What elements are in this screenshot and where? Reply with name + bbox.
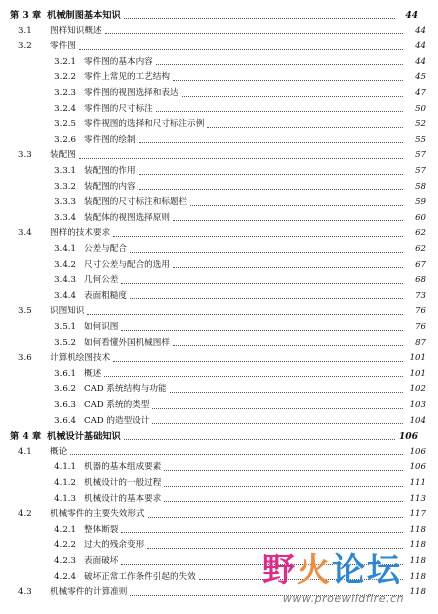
toc-page-number: 45 [415, 72, 426, 83]
toc-page-number: 55 [415, 134, 426, 145]
toc-entry-number: 4.1.1 [54, 462, 76, 473]
toc-entry-number: 3.6.1 [54, 368, 76, 379]
toc-chapter-row[interactable] [0, 429, 430, 444]
toc-entry-number: 3.2 [18, 41, 32, 52]
toc-entry-number: 3.6 [18, 353, 32, 364]
toc-dot-leader [130, 298, 403, 299]
toc-entry-title: 机械零件的主要失效形式 [50, 509, 145, 520]
toc-entry-title: 图样的技术要求 [50, 228, 111, 239]
toc-page-number: 67 [415, 259, 426, 270]
toc-subsection-row[interactable] [0, 195, 438, 210]
toc-page-number: 118 [409, 587, 426, 598]
toc-subsection-row[interactable] [0, 476, 438, 491]
toc-page-number: 118 [409, 524, 426, 535]
toc-subsection-row[interactable] [0, 133, 438, 148]
toc-entry-title: CAD 系统的类型 [84, 400, 150, 410]
toc-entry-number: 3.3 [18, 150, 32, 161]
toc-dot-leader [139, 142, 403, 143]
toc-dot-leader [170, 392, 403, 393]
toc-subsection-row[interactable] [0, 398, 438, 413]
toc-section-row[interactable] [0, 585, 438, 600]
toc-entry-title: 破坏正常工作条件引起的失效 [84, 571, 196, 582]
toc-entry-title: 识图知识 [50, 306, 85, 317]
toc-dot-leader [190, 205, 403, 206]
toc-dot-leader [105, 33, 403, 34]
toc-section-row[interactable] [0, 148, 438, 163]
toc-entry-number: 3.2.4 [54, 103, 76, 114]
toc-entry-number: 4.1.3 [54, 493, 76, 504]
toc-page-number: 104 [409, 415, 426, 426]
toc-dot-leader [173, 220, 403, 221]
toc-dot-leader [164, 470, 403, 471]
toc-entry-number: 3.6.3 [54, 400, 76, 410]
toc-subsection-row[interactable] [0, 523, 438, 538]
toc-dot-leader [79, 158, 403, 159]
toc-entry-number: 4.2.4 [54, 571, 76, 582]
toc-dot-leader [104, 376, 403, 377]
toc-subsection-row[interactable] [0, 70, 438, 85]
toc-entry-title: 装配图的尺寸标注和标题栏 [84, 197, 188, 208]
toc-entry-number: 3.2.6 [54, 134, 76, 145]
toc-page-number: 76 [415, 306, 426, 317]
toc-entry-number: 3.2.2 [54, 72, 76, 83]
toc-subsection-row[interactable] [0, 164, 438, 179]
toc-entry-number: 3.4.3 [54, 275, 76, 286]
toc-dot-leader [199, 579, 403, 580]
toc-subsection-row[interactable] [0, 554, 438, 569]
watermark-char-1: 野 [262, 550, 297, 589]
toc-page-number: 58 [415, 181, 426, 192]
toc-dot-leader [70, 454, 403, 455]
toc-entry-title: 零件视图的选择和尺寸标注示例 [84, 119, 205, 130]
toc-entry-title: 机器的基本组成要素 [84, 462, 162, 473]
toc-section-row[interactable] [0, 445, 438, 460]
toc-entry-title: CAD 系统结构与功能 [84, 384, 167, 395]
toc-subsection-row[interactable] [0, 570, 438, 585]
toc-entry-title: 概论 [50, 446, 68, 457]
toc-entry-title: 图样知识概述 [50, 25, 102, 36]
toc-page-number: 68 [415, 275, 426, 286]
toc-page-number: 103 [409, 400, 426, 410]
watermark-char-3: 论坛 [332, 550, 402, 589]
toc-section-row[interactable] [0, 507, 438, 522]
toc-dot-leader [113, 236, 403, 237]
toc-entry-number: 4.1.2 [54, 478, 76, 488]
toc-page-number: 118 [409, 571, 426, 582]
toc-dot-leader [148, 517, 403, 518]
toc-entry-title: 机械零件的计算准则 [50, 587, 128, 598]
toc-entry-title: 零件图 [50, 41, 76, 52]
toc-section-row[interactable] [0, 226, 438, 241]
toc-entry-number: 3.3.2 [54, 181, 76, 192]
toc-page-number: 44 [415, 41, 426, 52]
toc-entry-number: 3.4.4 [54, 290, 76, 301]
toc-entry-number: 3.1 [18, 25, 32, 36]
toc-entry-number: 4.2.2 [54, 540, 76, 551]
toc-entry-number: 4.2.1 [54, 524, 76, 535]
toc-entry-title: 尺寸公差与配合的选用 [84, 259, 170, 270]
toc-page-number: 118 [409, 540, 426, 551]
toc-dot-leader [130, 252, 403, 253]
toc-entry-number: 3.3.3 [54, 197, 76, 208]
toc-entry-title: 表面破坏 [84, 556, 119, 566]
toc-page-number: 52 [415, 119, 426, 130]
toc-page-number: 101 [409, 368, 426, 379]
toc-dot-leader [156, 64, 403, 65]
toc-subsection-row[interactable] [0, 336, 438, 351]
toc-dot-leader [173, 80, 403, 81]
toc-page-number: 118 [409, 556, 426, 566]
toc-subsection-row[interactable] [0, 382, 438, 397]
toc-page-number: 44 [415, 56, 426, 67]
toc-subsection-row[interactable] [0, 320, 438, 335]
toc-entry-number: 4.3 [18, 587, 32, 598]
toc-page-number: 106 [409, 446, 426, 457]
watermark-char-2: 火 [297, 550, 332, 589]
toc-dot-leader [164, 486, 403, 487]
toc-page-number: 57 [415, 166, 426, 176]
toc-dot-leader [87, 314, 403, 315]
toc-entry-number: 3.2.5 [54, 119, 76, 130]
watermark-url: www.proewildfire.cn [282, 592, 404, 605]
toc-page-number: 47 [415, 88, 426, 98]
toc-dot-leader [121, 330, 403, 331]
toc-entry-number: 3.4.1 [54, 244, 76, 254]
toc-entry-title: 公差与配合 [84, 244, 127, 254]
toc-entry-title: 装配图的作用 [84, 166, 136, 176]
toc-entry-title: 零件图的绘制 [84, 134, 136, 145]
toc-dot-leader [113, 361, 403, 362]
toc-entry-title: 机械设计的基本要求 [84, 493, 162, 504]
toc-entry-title: 概述 [84, 368, 102, 379]
toc-dot-leader [164, 501, 403, 502]
toc-entry-title: 装配体的视图选择原则 [84, 212, 170, 223]
toc-page-number: 60 [415, 212, 426, 223]
toc-subsection-row[interactable] [0, 460, 438, 475]
toc-entry-number: 3.5.1 [54, 322, 76, 332]
toc-section-row[interactable] [0, 304, 438, 319]
toc-dot-leader [173, 345, 403, 346]
toc-dot-leader [124, 439, 395, 440]
toc-entry-number: 第 4 章 [10, 431, 42, 443]
toc-entry-number: 第 3 章 [10, 10, 42, 21]
toc-entry-title: 零件图的基本内容 [84, 56, 153, 67]
toc-dot-leader [207, 127, 403, 128]
toc-page-number: 57 [415, 150, 426, 161]
toc-section-row[interactable] [0, 351, 438, 366]
toc-entry-title: 如何看懂外国机械图样 [84, 337, 170, 348]
toc-entry-number: 4.2 [18, 509, 32, 520]
toc-subsection-row[interactable] [0, 86, 438, 101]
toc-page-number: 113 [409, 493, 426, 504]
toc-dot-leader [173, 267, 403, 268]
toc-entry-title: 整体断裂 [84, 524, 119, 535]
toc-page-number: 101 [409, 353, 426, 364]
toc-subsection-row[interactable] [0, 273, 438, 288]
toc-page-number: 87 [415, 337, 426, 348]
toc-subsection-row[interactable] [0, 180, 438, 195]
toc-subsection-row[interactable] [0, 258, 438, 273]
toc-dot-leader [121, 532, 403, 533]
toc-entry-number: 3.4.2 [54, 259, 76, 270]
toc-subsection-row[interactable] [0, 414, 438, 429]
toc-entry-number: 3.2.1 [54, 56, 76, 67]
toc-section-row[interactable] [0, 24, 438, 39]
toc-subsection-row[interactable] [0, 102, 438, 117]
toc-page-number: 106 [398, 431, 418, 443]
toc-dot-leader [130, 595, 403, 596]
toc-subsection-row[interactable] [0, 117, 438, 132]
toc-dot-leader [152, 423, 403, 424]
toc-entry-number: 3.6.2 [54, 384, 76, 395]
toc-entry-number: 3.5 [18, 306, 32, 317]
toc-entry-number: 3.4 [18, 228, 32, 239]
toc-entry-title: 过大的残余变形 [84, 540, 145, 551]
toc-dot-leader [147, 548, 403, 549]
toc-entry-title: 几何公差 [84, 275, 119, 286]
toc-entry-title: 如何识图 [84, 322, 119, 332]
toc-dot-leader [152, 408, 403, 409]
toc-dot-leader [139, 174, 403, 175]
toc-dot-leader [182, 96, 403, 97]
toc-entry-title: 表面粗糙度 [84, 290, 127, 301]
toc-dot-leader [156, 111, 403, 112]
toc-subsection-row[interactable] [0, 55, 438, 70]
toc-entry-number: 3.5.2 [54, 337, 76, 348]
toc-page-number: 50 [415, 103, 426, 114]
toc-subsection-row[interactable] [0, 367, 438, 382]
toc-page-number: 44 [415, 25, 426, 36]
toc-page-number: 102 [409, 384, 426, 395]
toc-entry-title: 机械设计基础知识 [47, 431, 121, 443]
toc-entry-number: 3.2.3 [54, 88, 76, 98]
toc-entry-title: 零件上常见的工艺结构 [84, 72, 170, 83]
toc-page-number: 117 [409, 509, 426, 520]
toc-dot-leader [121, 564, 403, 565]
toc-subsection-row[interactable] [0, 289, 438, 304]
toc-dot-leader [124, 18, 395, 19]
toc-page-number: 111 [409, 478, 426, 488]
toc-section-row[interactable] [0, 39, 438, 54]
toc-entry-title: 零件图的尺寸标注 [84, 103, 153, 114]
toc-page-number: 76 [415, 322, 426, 332]
toc-dot-leader [79, 49, 403, 50]
toc-entry-number: 3.3.1 [54, 166, 76, 176]
toc-entry-number: 3.3.4 [54, 212, 76, 223]
toc-entry-number: 4.1 [18, 446, 32, 457]
toc-entry-title: 装配图 [50, 150, 76, 161]
toc-subsection-row[interactable] [0, 242, 438, 257]
toc-page-number: 73 [415, 290, 426, 301]
toc-subsection-row[interactable] [0, 538, 438, 553]
toc-chapter-row[interactable] [0, 8, 430, 23]
toc-page-number: 59 [415, 197, 426, 208]
toc-entry-title: 机械设计的一般过程 [84, 478, 162, 488]
toc-entry-title: 零件图的视图选择和表达 [84, 88, 179, 98]
toc-page-number: 62 [415, 244, 426, 254]
toc-subsection-row[interactable] [0, 492, 438, 507]
toc-subsection-row[interactable] [0, 211, 438, 226]
toc-entry-number: 4.2.3 [54, 556, 76, 566]
toc-entry-title: 装配图的内容 [84, 181, 136, 192]
toc-dot-leader [121, 283, 403, 284]
toc-page-number: 106 [409, 462, 426, 473]
toc-page-number: 62 [415, 228, 426, 239]
toc-entry-number: 3.6.4 [54, 415, 76, 426]
toc-entry-title: 计算机绘图技术 [50, 353, 111, 364]
toc-page-number: 44 [405, 10, 418, 21]
toc-entry-title: CAD 的造型设计 [84, 415, 150, 426]
toc-dot-leader [139, 189, 403, 190]
toc-entry-title: 机械制图基本知识 [47, 10, 121, 21]
